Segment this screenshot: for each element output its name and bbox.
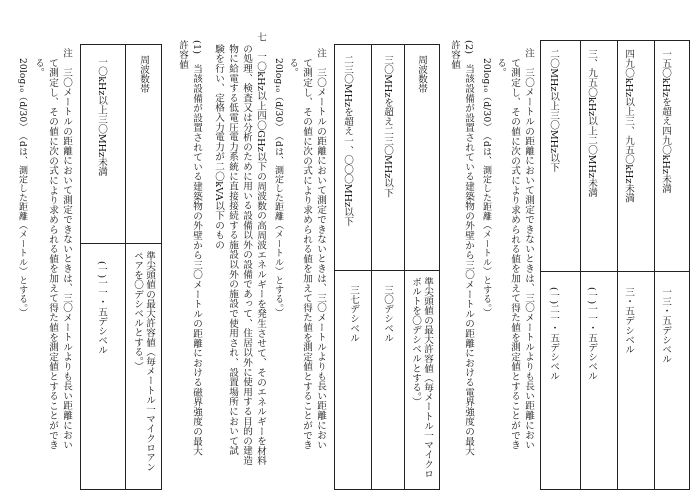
note2-formula: 20log₁₀（d/30） （dは、測定した距離（メートル）とする。） (273, 58, 283, 318)
note3-line2: て測定し、その値に次の式により求められる値を加えて得た値を測定値とすることができ (47, 58, 58, 450)
section7-line1: 七 一〇kHz以上四〇GHz以下の周波数の高周波エネルギーを発生させて、そのエネルギーを材料 (255, 32, 266, 466)
note3-formula: 20log₁₀（d/30） （dは、測定した距離（メートル）とする。） (17, 58, 27, 318)
table-mid (334, 44, 440, 490)
table-bottom (80, 44, 162, 490)
note2-line1: 注 三〇メートルの距離において測定できないときは、三〇メートルよりも長い距離におい (315, 48, 326, 450)
table-top-range-2: 四九〇kHz以上三、九五〇kHz未満 (623, 49, 634, 203)
table-top-value-1: 一三・五デシベル (660, 287, 671, 364)
table-mid-range-2: 二三〇MHzを超え一、〇〇〇MHz以下 (342, 55, 353, 227)
table-top-value-2: 三・五デシベル (623, 287, 634, 355)
section7-line3: 物に給電する低電圧電力系統に直接接続する施設以外の施設で使用され、設置場所において試 (227, 44, 238, 456)
note2-line3: る。 (287, 58, 298, 78)
table-mid-header-range: 周波数帯 (416, 55, 427, 94)
note2-line2: て測定し、その値に次の式により求められる値を加えて得た値を測定値とすることができ (301, 58, 312, 450)
table-mid-value-2: 三七デシベル (348, 285, 359, 343)
note1-line1: 注 三〇メートルの距離において測定できないときは、三〇メートルよりも長い距離におい (523, 48, 534, 450)
table-bottom-value-1: (一)一一・五デシベル (96, 261, 107, 355)
table-top-value-3: (一)一一・五デシベル (586, 287, 597, 381)
section1-line2: 許容値 (177, 40, 188, 70)
table-top-range-3: 三、九五〇kHz以上二〇MHz未満 (586, 49, 597, 198)
section7-line2: の処理、検査又は分析のために用いる設備以外の設備であって、住居以外に使用する目的の建造 (241, 44, 252, 466)
section1-line1: (1) 当該設備が設置されている建築物の外壁から三〇メートルの距離における磁界強度の最大 (191, 40, 202, 456)
table-bottom-header-value: 準尖頭値の最大許容値（毎メートル一マイクロアンペアを〇デシベルとする。） (132, 251, 155, 472)
table-top (540, 40, 690, 490)
table-mid-header-value: 準尖頭値の最大許容値（毎メートル一マイクロボルトを〇デシベルとする。） (410, 277, 433, 479)
table-mid-value-1: 三〇デシベル (382, 285, 393, 343)
note3-line3: る。 (33, 58, 44, 78)
section2-line2: 許容値 (449, 40, 460, 70)
table-mid-range-1: 三〇MHzを超え二三〇MHz以下 (382, 55, 393, 198)
note1-line2: て測定し、その値に次の式により求められる値を加えて得た値を測定値とすることができ (509, 58, 520, 450)
section7-line4: 験を行い、定格入力電力が二〇kVA以下のもの (213, 44, 224, 250)
table-bottom-header-range: 周波数帯 (138, 55, 149, 94)
note1-formula: 20log₁₀（d/30） （dは、測定した距離（メートル）とする。） (481, 58, 491, 318)
note3-line1: 注 三〇メートルの距離において測定できないときは、三〇メートルよりも長い距離におい (61, 48, 72, 450)
table-top-value-4: (一)二一・五デシベル (548, 287, 559, 381)
table-bottom-range-1: 一〇kHz以上三〇MHz未満 (96, 57, 107, 177)
section2-line1: (2) 当該設備が設置されている建築物の外壁から三〇メートルの距離における電界強度の最大 (463, 40, 474, 456)
table-top-range-1: 一五〇kHzを超え四九〇kHz未満 (660, 49, 671, 194)
note1-line3: る。 (495, 58, 506, 78)
table-top-range-4: 二〇MHz以上三〇MHz以下 (548, 49, 559, 173)
